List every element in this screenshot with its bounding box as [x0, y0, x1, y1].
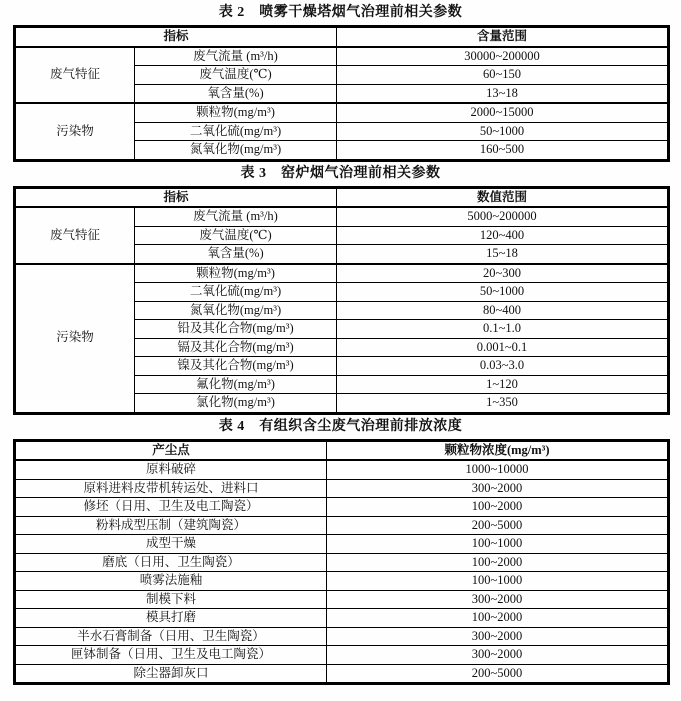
- table-row: [15, 460, 669, 479]
- table-row: [15, 572, 669, 591]
- value-cell: 15~18: [337, 245, 669, 264]
- value-cell: 2000~15000: [337, 103, 669, 122]
- table-row: [15, 103, 669, 122]
- table-row: [15, 627, 669, 646]
- source-cell: 除尘器卸灰口: [15, 664, 327, 684]
- value-cell: 100~1000: [327, 572, 669, 591]
- value-cell: 30000~200000: [337, 47, 669, 66]
- table-row: [15, 207, 669, 226]
- source-cell: 半水石膏制备（日用、卫生陶瓷）: [15, 627, 327, 646]
- header-cell-source: 产尘点: [15, 440, 327, 460]
- indicator-cell: 铅及其化合物(mg/m³): [135, 320, 337, 339]
- value-cell: 5000~200000: [337, 207, 669, 226]
- header-cell-indicator: 指标: [15, 187, 337, 207]
- table-header-row: [15, 187, 669, 207]
- indicator-cell: 颗粒物(mg/m³): [135, 103, 337, 122]
- value-cell: 200~5000: [327, 516, 669, 535]
- table3-title: 表 3 窑炉烟气治理前相关参数: [240, 165, 441, 181]
- table-row: [15, 609, 669, 628]
- group-label-cell: 废气特征: [15, 207, 135, 264]
- header-cell-range: 含量范围: [337, 27, 669, 47]
- indicator-cell: 废气温度(℃): [135, 226, 337, 245]
- source-cell: 原料进料皮带机转运处、进料口: [15, 479, 327, 498]
- indicator-cell: 废气流量 (m³/h): [135, 207, 337, 226]
- table-row: [15, 516, 669, 535]
- header-cell-concentration: 颗粒物浓度(mg/m³): [327, 440, 669, 460]
- indicator-cell: 氟化物(mg/m³): [135, 375, 337, 394]
- value-cell: 0.03~3.0: [337, 357, 669, 376]
- value-cell: 100~1000: [327, 535, 669, 554]
- indicator-cell: 镉及其化合物(mg/m³): [135, 338, 337, 357]
- indicator-cell: 废气温度(℃): [135, 66, 337, 85]
- value-cell: 50~1000: [337, 283, 669, 302]
- value-cell: 160~500: [337, 141, 669, 161]
- source-cell: 匣钵制备（日用、卫生及电工陶瓷）: [15, 646, 327, 665]
- value-cell: 20~300: [337, 264, 669, 283]
- source-cell: 磨底（日用、卫生陶瓷）: [15, 553, 327, 572]
- value-cell: 100~2000: [327, 609, 669, 628]
- indicator-cell: 氮氧化物(mg/m³): [135, 141, 337, 161]
- group-label-cell: 废气特征: [15, 47, 135, 104]
- indicator-cell: 二氧化硫(mg/m³): [135, 122, 337, 141]
- table2-spray-tower-params: [13, 25, 670, 162]
- value-cell: 13~18: [337, 84, 669, 103]
- group-label-cell: 污染物: [15, 103, 135, 160]
- indicator-cell: 废气流量 (m³/h): [135, 47, 337, 66]
- table-row: [15, 498, 669, 517]
- value-cell: 300~2000: [327, 479, 669, 498]
- value-cell: 300~2000: [327, 627, 669, 646]
- value-cell: 1~350: [337, 394, 669, 414]
- source-cell: 粉料成型压制（建筑陶瓷）: [15, 516, 327, 535]
- indicator-cell: 氯化物(mg/m³): [135, 394, 337, 414]
- table-row: [15, 664, 669, 684]
- value-cell: 300~2000: [327, 646, 669, 665]
- table-row: [15, 47, 669, 66]
- value-cell: 120~400: [337, 226, 669, 245]
- indicator-cell: 氮氧化物(mg/m³): [135, 301, 337, 320]
- indicator-cell: 镍及其化合物(mg/m³): [135, 357, 337, 376]
- table-row: [15, 264, 669, 283]
- value-cell: 100~2000: [327, 553, 669, 572]
- value-cell: 0.001~0.1: [337, 338, 669, 357]
- value-cell: 1~120: [337, 375, 669, 394]
- indicator-cell: 二氧化硫(mg/m³): [135, 283, 337, 302]
- source-cell: 制模下料: [15, 590, 327, 609]
- value-cell: 200~5000: [327, 664, 669, 684]
- source-cell: 原料破碎: [15, 460, 327, 479]
- source-cell: 模具打磨: [15, 609, 327, 628]
- value-cell: 50~1000: [337, 122, 669, 141]
- group-label-cell: 污染物: [15, 264, 135, 414]
- table-row: [15, 646, 669, 665]
- table-row: [15, 535, 669, 554]
- value-cell: 80~400: [337, 301, 669, 320]
- value-cell: 1000~10000: [327, 460, 669, 479]
- value-cell: 300~2000: [327, 590, 669, 609]
- table4-dust-emission-concentration: [13, 439, 670, 686]
- indicator-cell: 颗粒物(mg/m³): [135, 264, 337, 283]
- header-cell-indicator: 指标: [15, 27, 337, 47]
- table-row: [15, 553, 669, 572]
- table2-title: 表 2 喷雾干燥塔烟气治理前相关参数: [218, 5, 463, 20]
- indicator-cell: 氧含量(%): [135, 84, 337, 103]
- table4-title: 表 4 有组织含尘废气治理前排放浓度: [218, 418, 463, 434]
- indicator-cell: 氧含量(%): [135, 245, 337, 264]
- value-cell: 100~2000: [327, 498, 669, 517]
- table-row: [15, 479, 669, 498]
- value-cell: 60~150: [337, 66, 669, 85]
- table3-kiln-params: [13, 186, 670, 415]
- source-cell: 喷雾法施釉: [15, 572, 327, 591]
- table-header-row: [15, 27, 669, 47]
- table-row: [15, 590, 669, 609]
- value-cell: 0.1~1.0: [337, 320, 669, 339]
- table-header-row: [15, 440, 669, 460]
- source-cell: 成型干燥: [15, 535, 327, 554]
- header-cell-range: 数值范围: [337, 187, 669, 207]
- source-cell: 修坯（日用、卫生及电工陶瓷）: [15, 498, 327, 517]
